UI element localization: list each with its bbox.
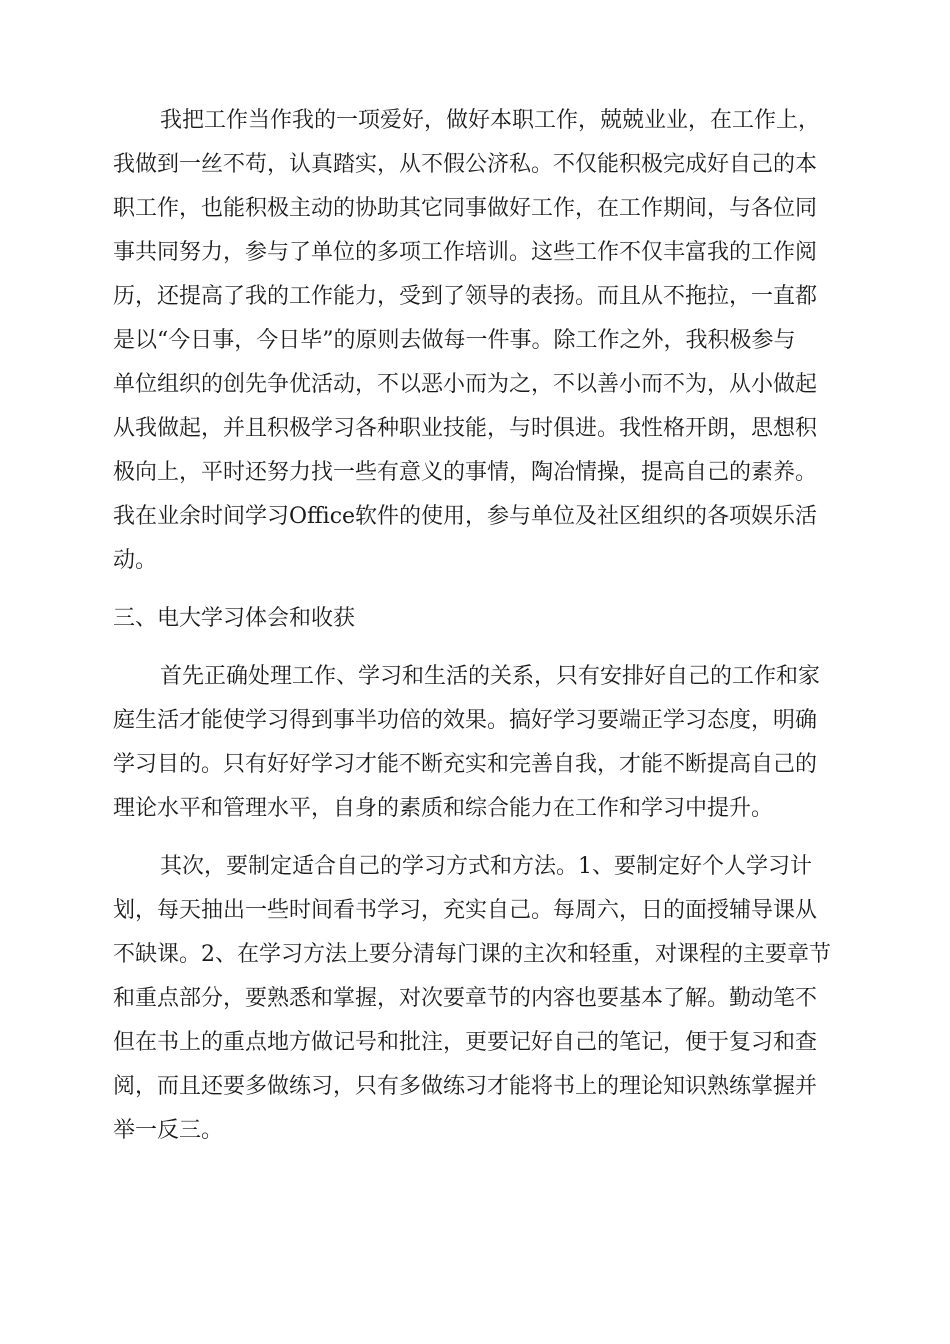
paragraph-line: 从我做起，并且积极学习各种职业技能，与时俱进。我性格开朗，思想积 bbox=[113, 416, 818, 441]
paragraph-line: 和重点部分，要熟悉和掌握，对次要章节的内容也要基本了解。勤动笔不 bbox=[113, 986, 818, 1011]
paragraph-line: 职工作，也能积极主动的协助其它同事做好工作，在工作期间，与各位同 bbox=[113, 196, 818, 221]
paragraph-line: 单位组织的创先争优活动，不以恶小而为之，不以善小而不为，从小做起 bbox=[113, 372, 818, 397]
section-heading: 三、电大学习体会和收获 bbox=[113, 606, 356, 631]
paragraph-line: 历，还提高了我的工作能力，受到了领导的表扬。而且从不拖拉，一直都 bbox=[113, 284, 818, 309]
paragraph-line: 我做到一丝不苟，认真踏实，从不假公济私。不仅能积极完成好自己的本 bbox=[113, 152, 818, 177]
paragraph-line: 理论水平和管理水平，自身的素质和综合能力在工作和学习中提升。 bbox=[113, 796, 774, 821]
paragraph-line: 是以“今日事，今日毕”的原则去做每一件事。除工作之外，我积极参与 bbox=[113, 328, 796, 353]
paragraph-line: 我在业余时间学习Office软件的使用，参与单位及社区组织的各项娱乐活 bbox=[113, 504, 818, 529]
paragraph-line: 学习目的。只有好好学习才能不断充实和完善自我，才能不断提高自己的 bbox=[113, 752, 818, 777]
paragraph-line: 举一反三。 bbox=[113, 1118, 224, 1143]
paragraph-line: 庭生活才能使学习得到事半功倍的效果。搞好学习要端正学习态度，明确 bbox=[113, 708, 818, 733]
paragraph-line: 其次，要制定适合自己的学习方式和方法。1、要制定好个人学习计 bbox=[160, 854, 812, 879]
paragraph-line: 动。 bbox=[113, 548, 158, 573]
paragraph-line: 事共同努力，参与了单位的多项工作培训。这些工作不仅丰富我的工作阅 bbox=[113, 240, 818, 265]
paragraph-line: 阅，而且还要多做练习，只有多做练习才能将书上的理论知识熟练掌握并 bbox=[113, 1074, 818, 1099]
paragraph-line: 不缺课。2、在学习方法上要分清每门课的主次和轻重，对课程的主要章节 bbox=[113, 942, 831, 967]
paragraph-line: 我把工作当作我的一项爱好，做好本职工作，兢兢业业，在工作上， bbox=[160, 108, 821, 133]
paragraph-line: 首先正确处理工作、学习和生活的关系，只有安排好自己的工作和家 bbox=[160, 664, 821, 689]
paragraph-line: 划，每天抽出一些时间看书学习，充实自己。每周六，日的面授辅导课从 bbox=[113, 898, 818, 923]
paragraph-line: 但在书上的重点地方做记号和批注，更要记好自己的笔记，便于复习和查 bbox=[113, 1030, 818, 1055]
paragraph-line: 极向上，平时还努力找一些有意义的事情，陶冶情操，提高自己的素养。 bbox=[113, 460, 818, 485]
